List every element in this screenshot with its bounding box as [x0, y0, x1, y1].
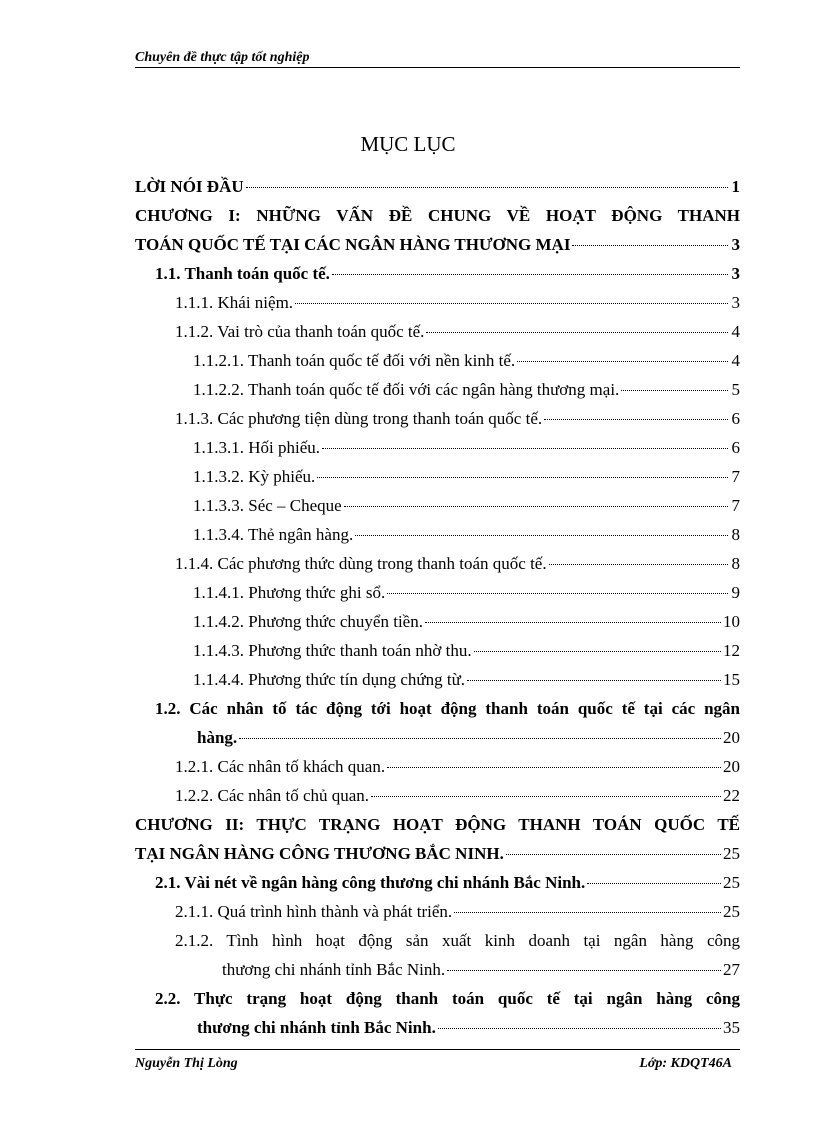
toc-entry-label: 1.1.3.4. Thẻ ngân hàng.	[193, 525, 354, 544]
toc-entry-line1[interactable]: CHƯƠNG I: NHỮNG VẤN ĐỀ CHUNG VỀ HOẠT ĐỘNG THANH	[135, 206, 740, 225]
footer-author: Nguyễn Thị Lòng	[135, 1056, 238, 1071]
toc-entry-page: 3	[731, 235, 740, 254]
page-header	[135, 45, 740, 68]
toc-entry-line1[interactable]: 1.2. Các nhân tố tác động tới hoạt động thanh toán quốc tế tại các ngân	[155, 699, 740, 718]
toc-entry-label: 1.1.4.2. Phương thức chuyển tiền.	[193, 612, 423, 631]
toc-entry-page: 8	[731, 554, 740, 573]
toc-leader-dots	[332, 255, 728, 275]
toc-entry-page: 4	[731, 322, 740, 341]
toc-entry-label: hàng.	[197, 728, 238, 747]
toc-entry-page: 7	[731, 467, 740, 486]
toc-entry-label: 1.1. Thanh toán quốc tế.	[155, 264, 330, 283]
toc-entry-label: TOÁN QUỐC TẾ TẠI CÁC NGÂN HÀNG THƯƠNG MẠI	[135, 235, 571, 254]
toc-leader-dots	[474, 632, 721, 652]
toc-entry-label: 1.1.4.4. Phương thức tín dụng chứng từ.	[193, 670, 466, 689]
toc-leader-dots	[467, 661, 721, 681]
toc-leader-dots	[549, 545, 728, 565]
toc-entry-page: 20	[723, 757, 740, 776]
toc-entry-label: 1.1.4.1. Phương thức ghi sổ.	[193, 583, 386, 602]
toc-entry-label: 1.1.3.2. Kỳ phiếu.	[193, 467, 316, 486]
footer-class: Lớp: KDQT46A	[639, 1056, 732, 1071]
toc-leader-dots	[506, 835, 721, 855]
toc-entry-line1[interactable]: 2.2. Thực trạng hoạt động thanh toán quốc tế tại ngân hàng công	[155, 989, 740, 1008]
toc-entry-page: 22	[723, 786, 740, 805]
toc-leader-dots	[371, 777, 721, 797]
toc-entry[interactable]	[135, 172, 740, 201]
toc-leader-dots	[587, 864, 721, 884]
table-of-contents	[135, 172, 740, 1042]
toc-entry-page: 12	[723, 641, 740, 660]
toc-leader-dots	[322, 429, 728, 449]
toc-entry[interactable]	[135, 897, 740, 926]
toc-entry[interactable]	[135, 781, 740, 810]
toc-entry-label: 1.1.2.1. Thanh toán quốc tế đối với nền kinh tế.	[193, 351, 516, 370]
page-footer	[135, 1049, 740, 1074]
toc-leader-dots	[572, 226, 728, 246]
toc-leader-dots	[438, 1009, 721, 1029]
toc-entry-label: LỜI NÓI ĐẦU	[135, 177, 244, 196]
toc-entry-label: thương chi nhánh tỉnh Bắc Ninh.	[222, 960, 446, 979]
toc-leader-dots	[344, 487, 728, 507]
toc-leader-dots	[426, 313, 728, 333]
toc-entry-label: 1.1.3. Các phương tiện dùng trong thanh toán quốc tế.	[175, 409, 543, 428]
toc-entry-label: 2.1.1. Quá trình hình thành và phát triển.	[175, 902, 453, 921]
toc-entry-page: 25	[723, 873, 740, 892]
toc-leader-dots	[295, 284, 728, 304]
toc-leader-dots	[387, 748, 721, 768]
toc-entry-label: 1.1.3.1. Hối phiếu.	[193, 438, 321, 457]
header-text: Chuyên đề thực tập tốt nghiệp	[135, 50, 310, 65]
toc-entry-page: 25	[723, 902, 740, 921]
toc-entry[interactable]	[135, 955, 740, 984]
page-title: MỤC LỤC	[360, 132, 456, 156]
toc-entry-page: 5	[731, 380, 740, 399]
toc-leader-dots	[544, 400, 728, 420]
toc-entry-label: 1.1.2.2. Thanh toán quốc tế đối với các ngân hàng thương mại.	[193, 380, 620, 399]
toc-entry-label: 1.2.1. Các nhân tố khách quan.	[175, 757, 386, 776]
toc-leader-dots	[425, 603, 721, 623]
toc-entry-page: 1	[731, 177, 740, 196]
toc-entry-page: 3	[731, 293, 740, 312]
toc-entry-label: thương chi nhánh tỉnh Bắc Ninh.	[197, 1018, 436, 1037]
toc-entry-label: 1.2.2. Các nhân tố chủ quan.	[175, 786, 370, 805]
toc-entry-label: 1.1.2. Vai trò của thanh toán quốc tế.	[175, 322, 425, 341]
toc-entry-page: 7	[731, 496, 740, 515]
toc-entry-page: 6	[731, 409, 740, 428]
toc-entry-page: 9	[731, 583, 740, 602]
toc-entry-line1[interactable]: 2.1.2. Tình hình hoạt động sản xuất kinh doanh tại ngân hàng công	[175, 931, 740, 950]
toc-leader-dots	[355, 516, 728, 536]
toc-entry[interactable]	[135, 1013, 740, 1042]
toc-entry-page: 27	[723, 960, 740, 979]
toc-leader-dots	[621, 371, 728, 391]
toc-entry-label: 1.1.4.3. Phương thức thanh toán nhờ thu.	[193, 641, 472, 660]
toc-entry-label: 2.1. Vài nét về ngân hàng công thương chi nhánh Bắc Ninh.	[155, 873, 586, 892]
toc-leader-dots	[239, 719, 721, 739]
toc-entry-page: 35	[723, 1018, 740, 1037]
toc-entry-page: 15	[723, 670, 740, 689]
toc-entry-page: 4	[731, 351, 740, 370]
toc-entry-page: 25	[723, 844, 740, 863]
toc-entry-page: 10	[723, 612, 740, 631]
toc-leader-dots	[517, 342, 728, 362]
toc-leader-dots	[454, 893, 721, 913]
toc-leader-dots	[447, 951, 721, 971]
toc-leader-dots	[246, 168, 728, 188]
toc-entry-page: 6	[731, 438, 740, 457]
toc-entry-page: 8	[731, 525, 740, 544]
toc-entry-line1[interactable]: CHƯƠNG II: THỰC TRẠNG HOẠT ĐỘNG THANH TOÁN QUỐC TẾ	[135, 815, 740, 834]
toc-leader-dots	[387, 574, 728, 594]
toc-entry[interactable]	[135, 665, 740, 694]
toc-entry-label: 1.1.3.3. Séc – Cheque	[193, 496, 342, 515]
toc-leader-dots	[317, 458, 728, 478]
toc-entry-page: 20	[723, 728, 740, 747]
toc-entry-label: 1.1.4. Các phương thức dùng trong thanh toán quốc tế.	[175, 554, 547, 573]
toc-entry-label: 1.1.1. Khái niệm.	[175, 293, 294, 312]
toc-entry-label: TẠI NGÂN HÀNG CÔNG THƯƠNG BẮC NINH.	[135, 844, 504, 863]
toc-entry-page: 3	[731, 264, 740, 283]
